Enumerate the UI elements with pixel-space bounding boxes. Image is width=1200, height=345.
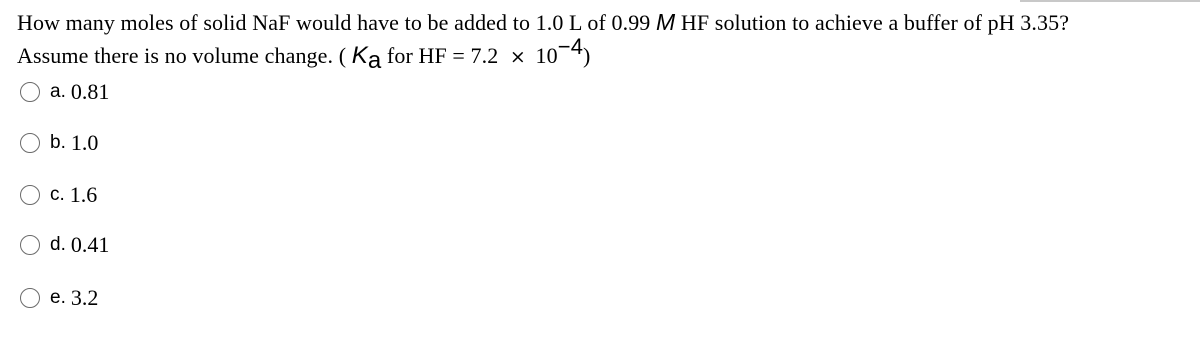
radio-button-b[interactable] xyxy=(20,133,40,153)
question-text xyxy=(17,6,1187,72)
times-symbol: × xyxy=(509,46,526,68)
option-a-value: 0.81 xyxy=(70,79,110,104)
radio-button-c[interactable] xyxy=(20,185,40,205)
top-divider xyxy=(1020,0,1200,2)
radio-button-d[interactable] xyxy=(20,235,40,255)
ka-symbol: K xyxy=(351,42,368,69)
option-d-letter: d. xyxy=(50,234,66,255)
option-b-value: 1.0 xyxy=(70,130,99,155)
option-c-value: 1.6 xyxy=(69,182,98,207)
option-d-value: 0.41 xyxy=(70,232,110,257)
option-d[interactable] xyxy=(20,233,109,257)
question-line-1 xyxy=(17,6,1187,39)
power-exponent: −4 xyxy=(557,34,584,59)
power-base: 10 xyxy=(529,43,558,68)
ka-subscript: a xyxy=(367,47,382,74)
option-e[interactable] xyxy=(20,286,98,310)
option-b[interactable] xyxy=(20,131,98,155)
option-e-value: 3.2 xyxy=(70,285,99,310)
radio-button-e[interactable] xyxy=(20,288,40,308)
option-e-letter: e. xyxy=(50,287,66,308)
question-line-2-mid: for HF = 7.2 xyxy=(381,43,504,68)
option-c-letter: c. xyxy=(50,184,65,205)
radio-button-a[interactable] xyxy=(20,82,40,102)
option-b-letter: b. xyxy=(50,132,66,153)
question-line-1-end: HF solution to achieve a buffer of pH 3.35? xyxy=(675,10,1070,35)
question-line-2-start: Assume there is no volume change. ( xyxy=(17,43,352,68)
option-a[interactable] xyxy=(20,80,109,104)
molarity-symbol: M xyxy=(656,9,676,35)
question-line-2-end: ) xyxy=(583,43,591,68)
question-line-1-text: How many moles of solid NaF would have to be added to 1.0 L of 0.99 xyxy=(17,10,656,35)
question-line-2 xyxy=(17,34,1187,74)
option-c[interactable] xyxy=(20,183,97,207)
option-a-letter: a. xyxy=(50,81,66,102)
